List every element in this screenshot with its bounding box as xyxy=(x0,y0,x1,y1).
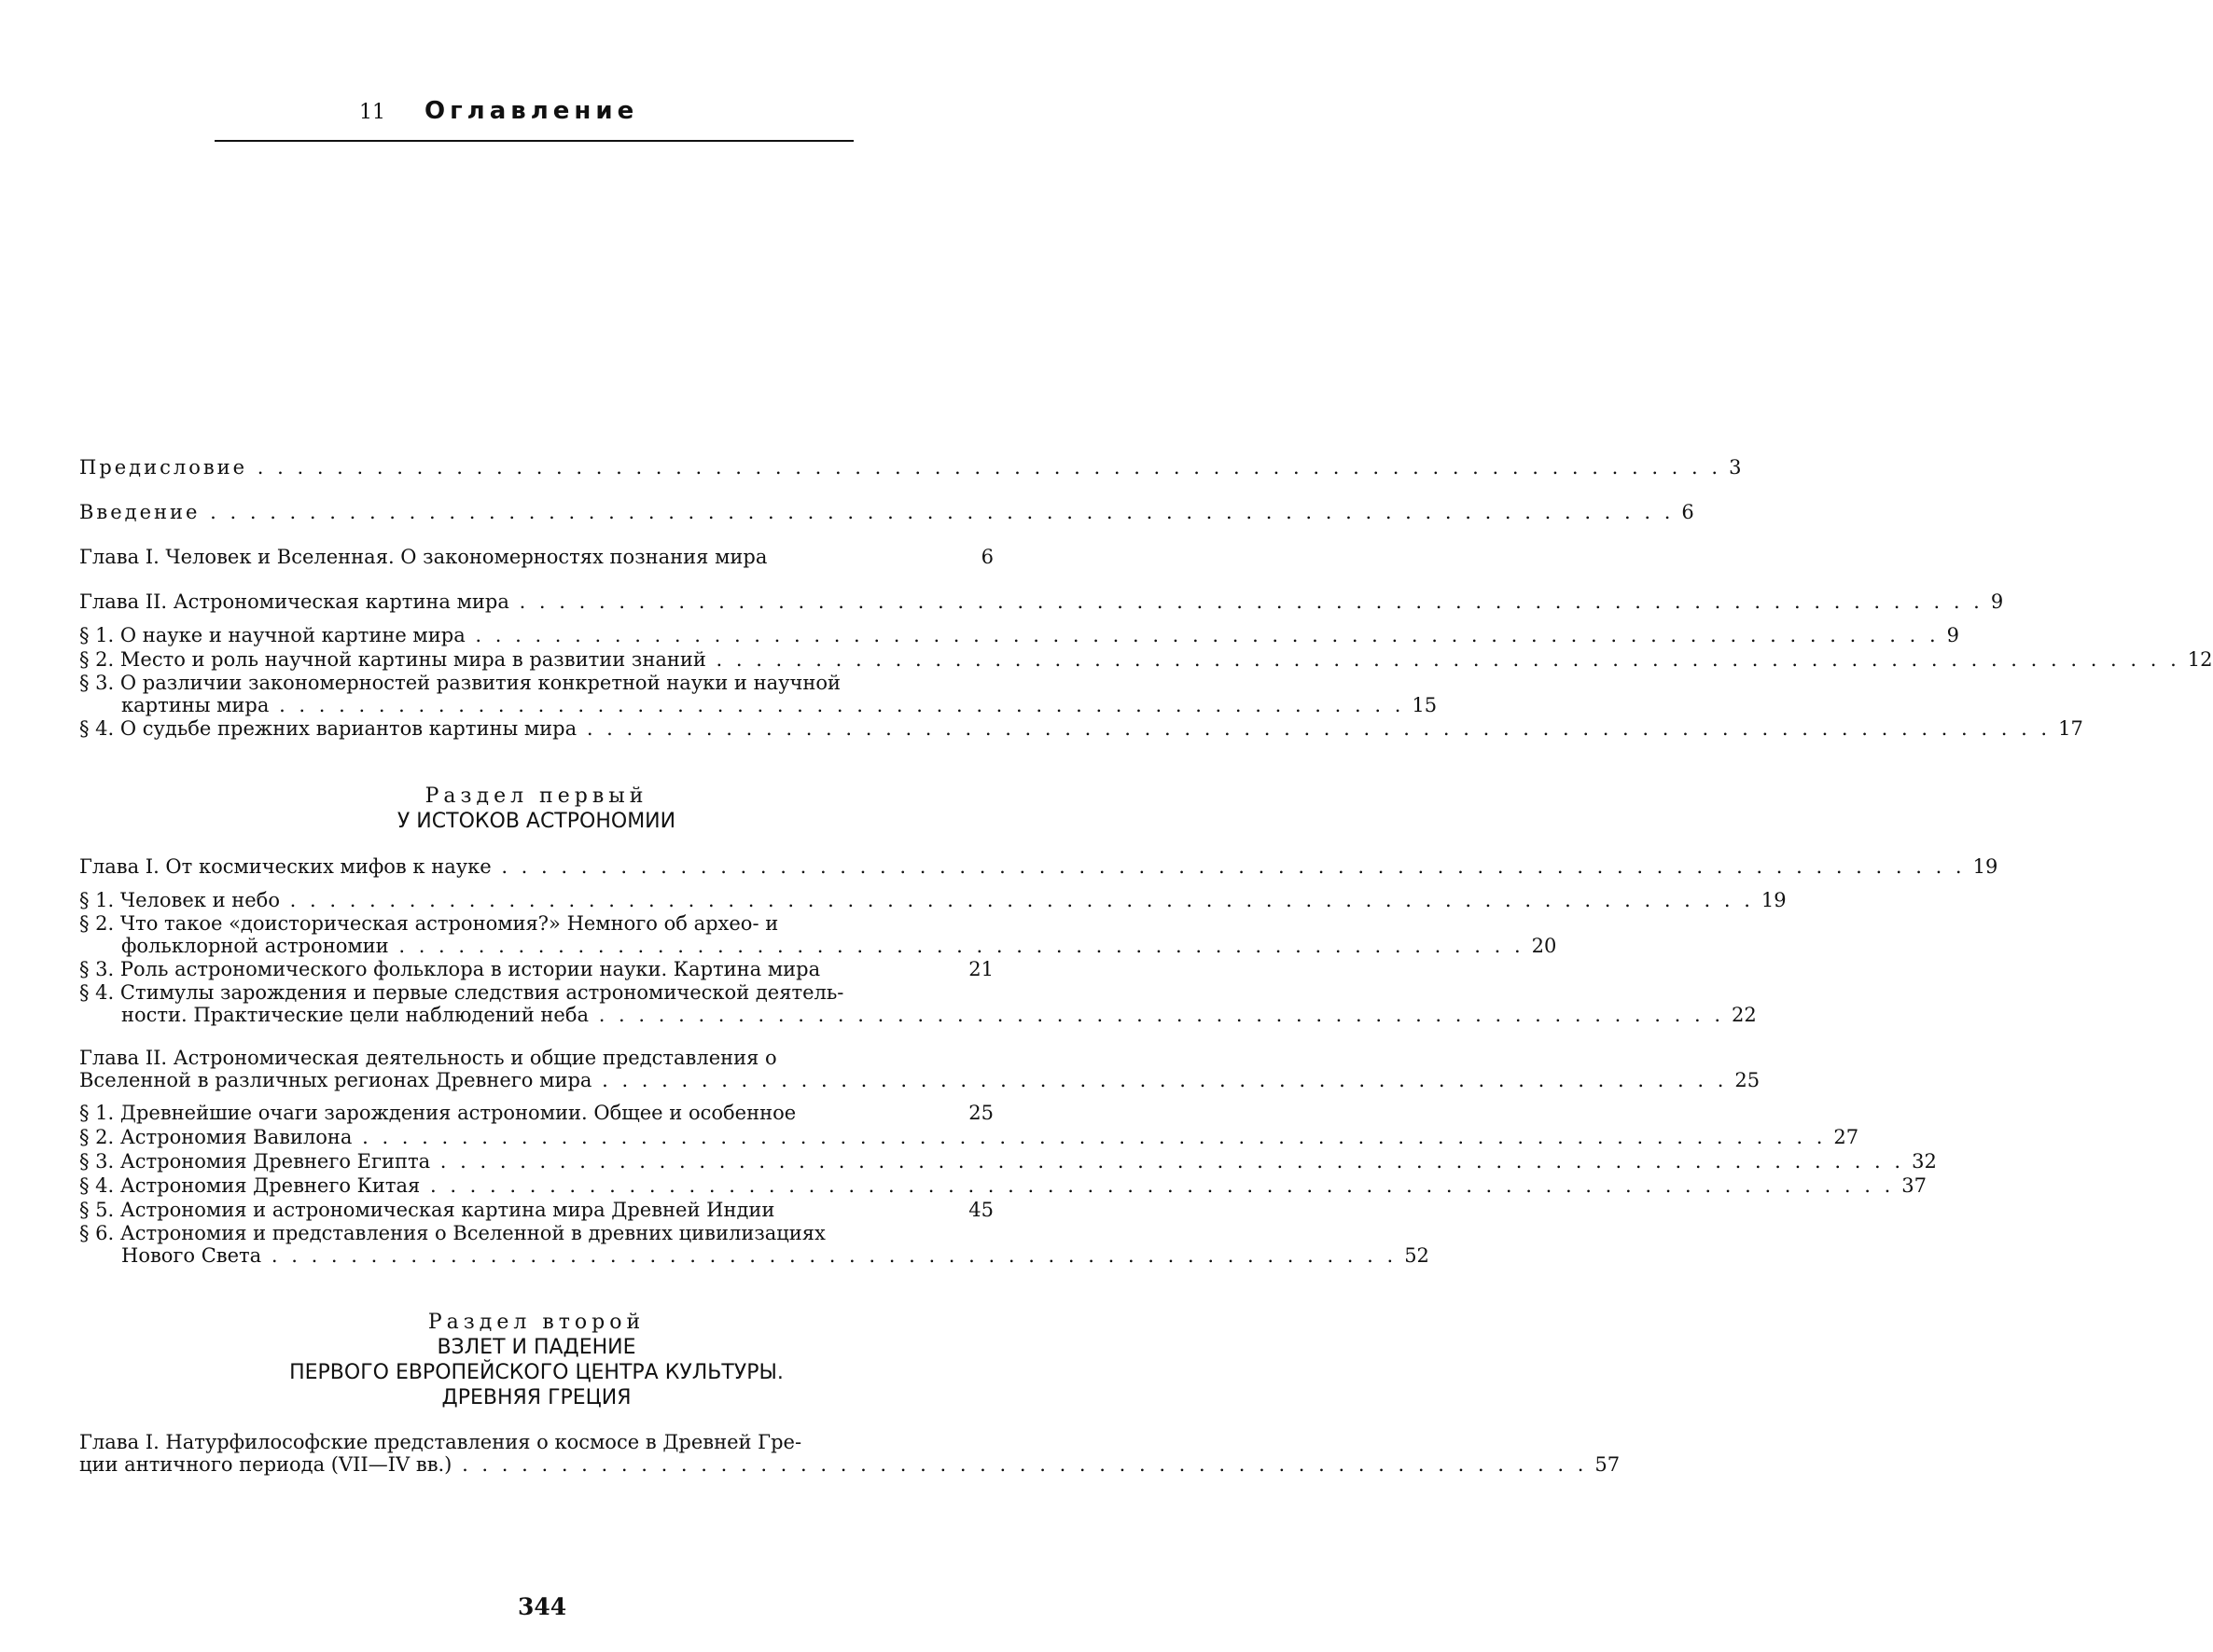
page-title: Оглавление xyxy=(425,97,639,125)
toc-entry-section[interactable] xyxy=(79,623,1960,647)
entry-label-continued: ности. Практические цели наблюдений неба . . . xyxy=(79,1004,1724,1026)
part-title-line: ПЕРВОГО ЕВРОПЕЙСКОГО ЦЕНТРА КУЛЬТУРЫ. xyxy=(289,1361,784,1384)
table-of-contents xyxy=(79,455,2213,1476)
entry-label: § 2. Место и роль научной картины мира в развитии знаний . . . xyxy=(79,647,2188,672)
entry-label-continued: Вселенной в различных регионах Древнего мира . . . xyxy=(79,1069,1727,1091)
entry-page: 22 xyxy=(1732,1004,1757,1026)
toc-entry-section[interactable] xyxy=(79,1149,1937,1173)
entry-label: § 4. Астрономия Древнего Китая . . . xyxy=(79,1173,1901,1198)
entry-label-continued: картины мира . . . xyxy=(79,694,1404,716)
entry-label: Глава I. От космических мифов к науке . . . xyxy=(79,854,1973,879)
toc-entry-section[interactable] xyxy=(79,1101,994,1125)
entry-page: 12 xyxy=(2187,648,2213,671)
page-number: 344 xyxy=(518,1593,567,1620)
entry-label: § 2. Астрономия Вавилона . . . xyxy=(79,1125,1833,1149)
toc-entry-section[interactable] xyxy=(79,1173,1927,1198)
toc-entry-section[interactable] xyxy=(79,647,2213,672)
entry-page: 20 xyxy=(1531,935,1557,957)
entry-label: § 3. О различии закономерностей развития конкретной науки и научной xyxy=(79,672,841,694)
entry-label: Глава II. Астрономическая деятельность и общие представления о xyxy=(79,1047,777,1069)
entry-page: 15 xyxy=(1412,694,1438,716)
entry-page: 9 xyxy=(1990,590,2004,613)
entry-label: § 4. Стимулы зарождения и первые следствия астрономической деятель- xyxy=(79,981,844,1004)
entry-label: Глава I. Натурфилософские представления о космосе в Древней Гре- xyxy=(79,1431,802,1453)
toc-entry-preface[interactable] xyxy=(79,455,1742,479)
toc-entry-chapter[interactable] xyxy=(79,545,994,569)
entry-label: § 1. Человек и небо . . . xyxy=(79,888,1761,912)
entry-label: § 2. Что такое «доисторическая астрономия?» Немного об архео- и xyxy=(79,912,779,935)
entry-label: Предисловие . . . xyxy=(79,455,1729,479)
entry-page: 9 xyxy=(1946,624,1960,646)
part-heading xyxy=(70,784,1003,834)
running-header xyxy=(215,93,849,149)
toc-entry-chapter[interactable] xyxy=(79,1431,1621,1476)
entry-label-continued: ции античного периода (VII—IV вв.) . . . xyxy=(79,1453,1587,1476)
entry-label: § 1. Древнейшие очаги зарождения астрономии. Общее и особенное xyxy=(79,1102,797,1124)
toc-entry-section[interactable] xyxy=(79,1222,1429,1267)
toc-entry-section[interactable] xyxy=(79,957,994,981)
toc-entry-chapter[interactable] xyxy=(79,590,2004,614)
entry-label-continued: фольклорной астрономии . . . xyxy=(79,935,1524,957)
part-title-line: ДРЕВНЯЯ ГРЕЦИЯ xyxy=(441,1386,632,1409)
toc-entry-section[interactable] xyxy=(79,716,2083,741)
entry-label: Введение . . . xyxy=(79,500,1681,524)
toc-entry-introduction[interactable] xyxy=(79,500,1694,524)
page-marker: 11 xyxy=(359,101,385,124)
entry-label: § 3. Роль астрономического фольклора в истории науки. Картина мира xyxy=(79,958,821,980)
entry-page: 17 xyxy=(2058,717,2083,740)
toc-entry-section[interactable] xyxy=(79,981,1757,1026)
entry-page: 19 xyxy=(1761,889,1787,911)
entry-label: § 5. Астрономия и астрономическая картина мира Древней Индии xyxy=(79,1199,775,1221)
entry-page: 19 xyxy=(1972,855,1998,878)
entry-page: 6 xyxy=(1681,501,1694,523)
entry-label: Глава I. Человек и Вселенная. О закономерностях познания мира xyxy=(79,546,768,568)
toc-entry-section[interactable] xyxy=(79,1198,994,1222)
part-title: У ИСТОКОВ АСТРОНОМИИ xyxy=(397,810,676,833)
entry-page: 32 xyxy=(1912,1150,1937,1173)
entry-page: 52 xyxy=(1404,1244,1429,1267)
toc-entry-section[interactable] xyxy=(79,672,1438,716)
entry-page: 37 xyxy=(1901,1174,1927,1197)
entry-page: 57 xyxy=(1594,1453,1621,1476)
part-label: Раздел второй xyxy=(427,1311,646,1334)
toc-entry-section[interactable] xyxy=(79,1125,1859,1149)
toc-entry-section[interactable] xyxy=(79,888,1787,912)
part-label: Раздел первый xyxy=(425,784,648,808)
entry-page: 6 xyxy=(981,546,994,568)
entry-label: § 3. Астрономия Древнего Египта . . . xyxy=(79,1149,1912,1173)
toc-entry-chapter[interactable] xyxy=(79,1047,1761,1091)
part-heading xyxy=(70,1310,1003,1410)
entry-label: § 6. Астрономия и представления о Вселенной в древних цивилизациях xyxy=(79,1222,826,1244)
entry-label: § 4. О судьбе прежних вариантов картины мира . . . xyxy=(79,716,2058,741)
toc-entry-section[interactable] xyxy=(79,912,1557,957)
toc-entry-chapter[interactable] xyxy=(79,854,1998,879)
entry-page: 3 xyxy=(1729,456,1742,479)
entry-label: Глава II. Астрономическая картина мира . . . xyxy=(79,590,1991,614)
entry-label-continued: Нового Света . . . xyxy=(79,1244,1397,1267)
entry-page: 21 xyxy=(968,958,994,980)
header-rule xyxy=(215,140,854,142)
entry-page: 25 xyxy=(1734,1069,1761,1091)
entry-page: 27 xyxy=(1833,1126,1859,1148)
entry-page: 45 xyxy=(968,1199,994,1221)
part-title-line: ВЗЛЕТ И ПАДЕНИЕ xyxy=(437,1336,636,1359)
entry-page: 25 xyxy=(968,1102,994,1124)
entry-label: § 1. О науке и научной картине мира . . . xyxy=(79,623,1947,647)
